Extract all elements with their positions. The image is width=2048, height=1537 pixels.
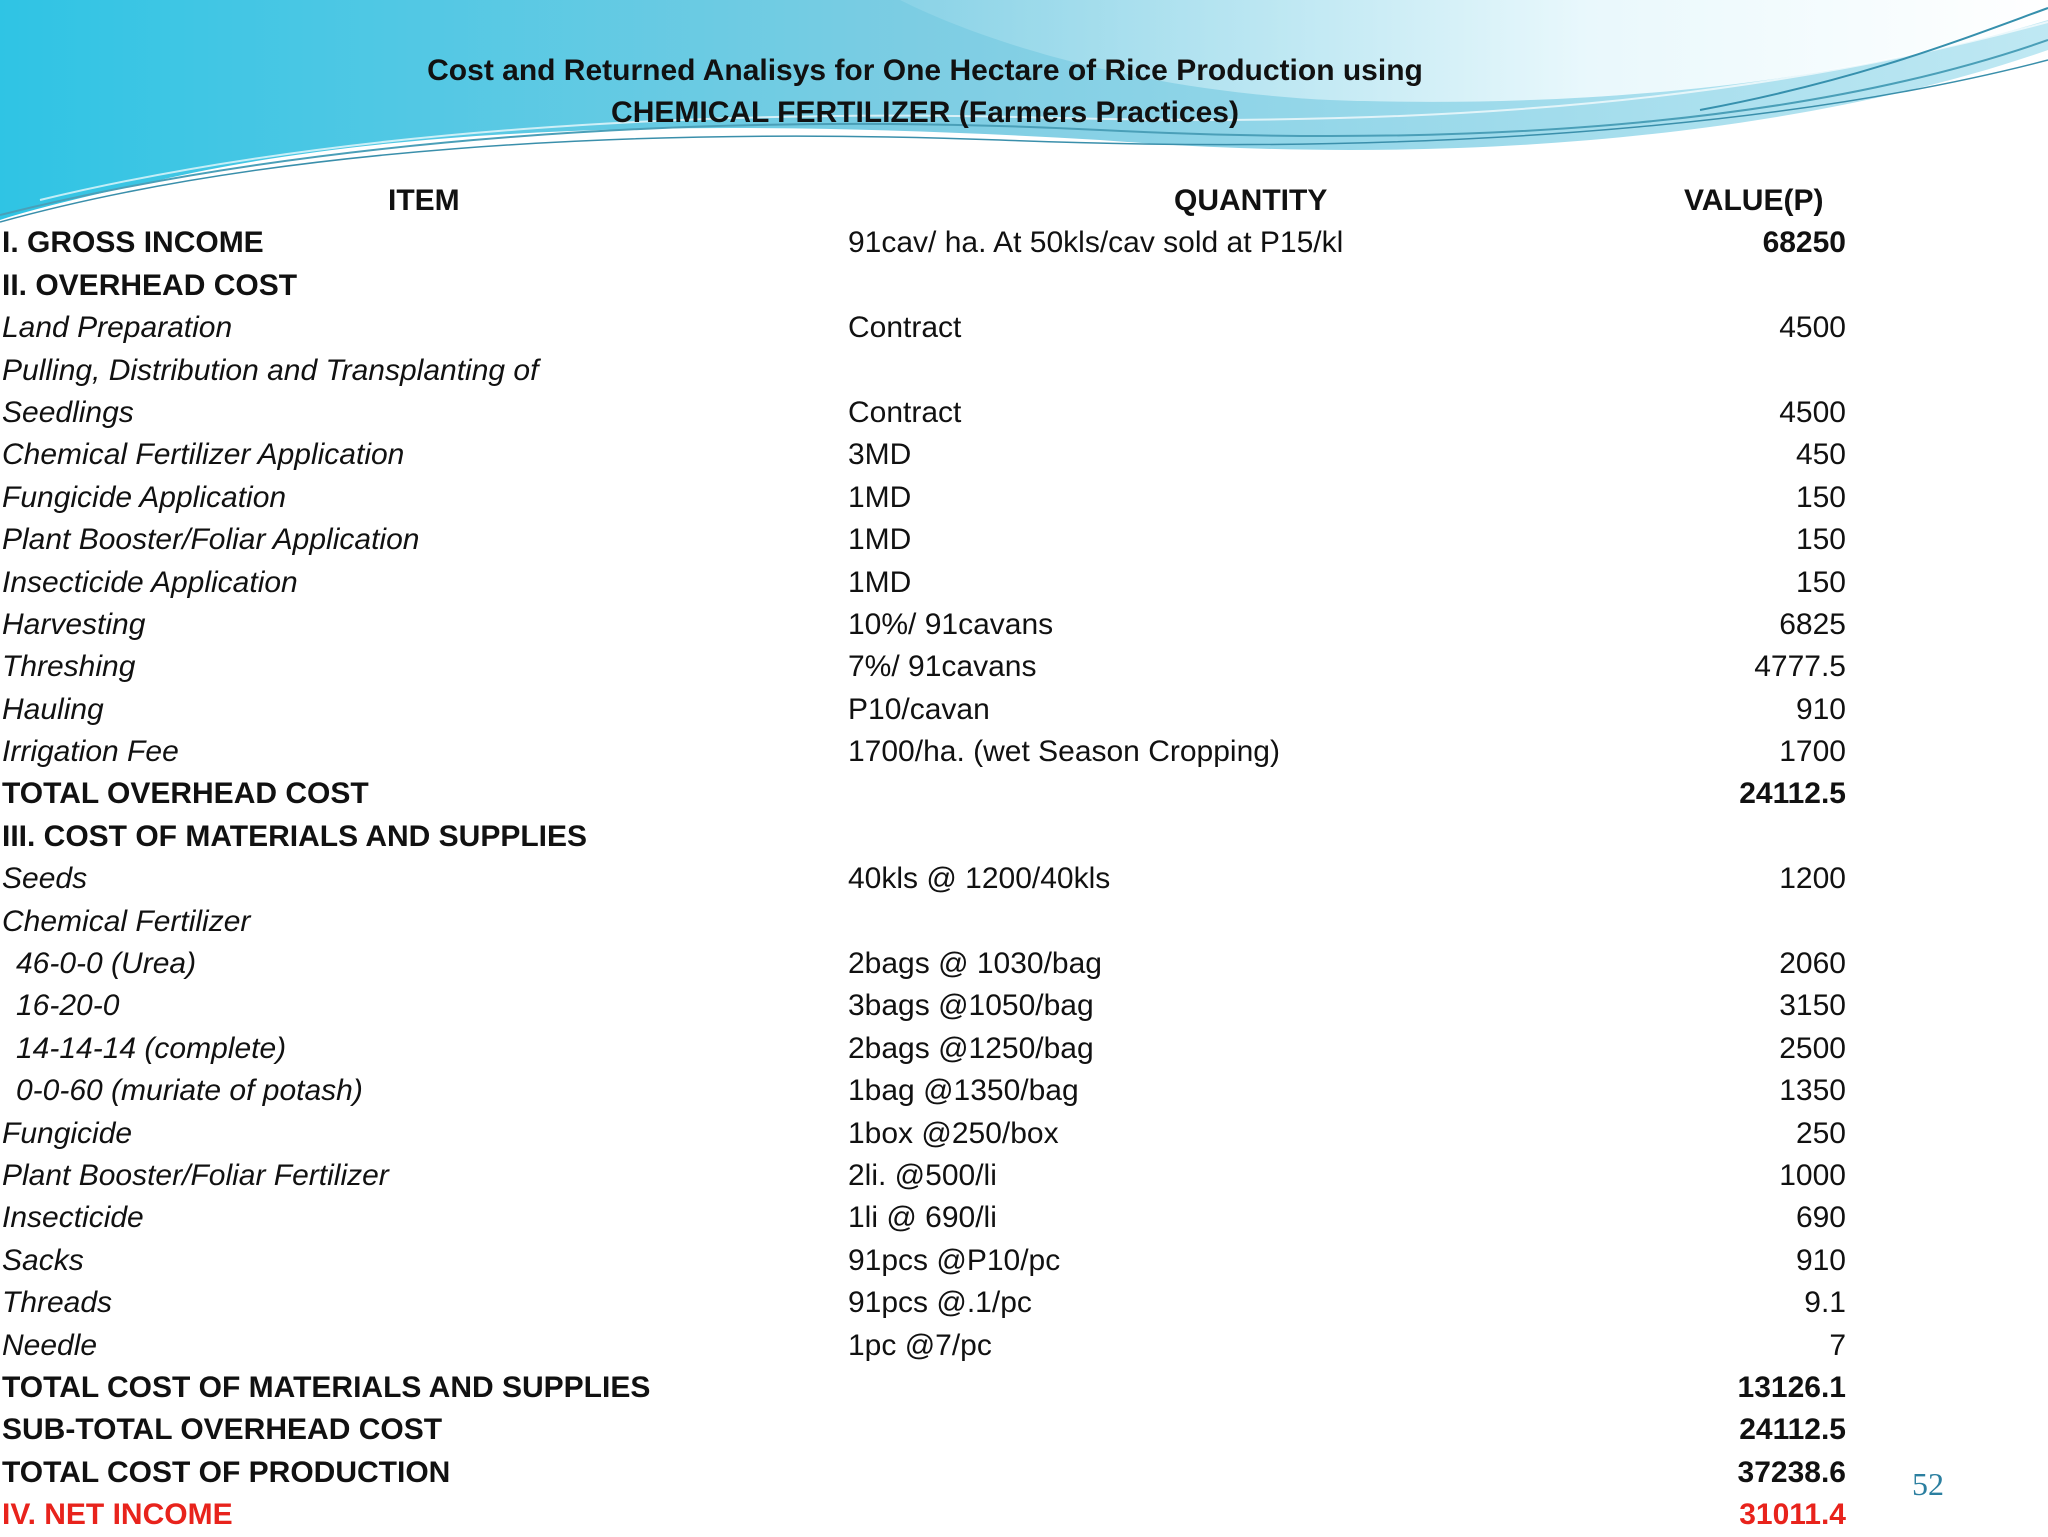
table-row (2, 265, 1852, 307)
quantity-cell: 91pcs @P10/pc (848, 1243, 1061, 1277)
table-row (2, 1282, 1852, 1324)
item-cell: Insecticide (2, 1201, 144, 1235)
value-cell: 910 (1795, 1243, 1846, 1277)
quantity-cell: 2bags @1250/bag (848, 1031, 1094, 1065)
table-row (2, 1325, 1852, 1367)
table-row (2, 773, 1852, 815)
header-quantity: QUANTITY (1174, 184, 1328, 217)
quantity-cell: 1pc @7/pc (848, 1328, 992, 1362)
value-cell: 250 (1795, 1116, 1846, 1150)
quantity-cell: 1MD (848, 565, 912, 599)
value-cell: 7 (1829, 1328, 1846, 1362)
table-row (2, 1028, 1852, 1070)
title-line-2: CHEMICAL FERTILIZER (Farmers Practices) (611, 96, 1239, 129)
value-cell: 3150 (1779, 989, 1846, 1023)
table-row (2, 1155, 1852, 1197)
value-cell: 150 (1795, 480, 1846, 514)
value-cell: 9.1 (1804, 1286, 1846, 1320)
item-cell: Seeds (2, 862, 88, 896)
item-cell: Pulling, Distribution and Transplanting of (2, 353, 539, 387)
quantity-cell: Contract (848, 311, 962, 345)
table-row (2, 222, 1852, 264)
value-cell: 910 (1795, 692, 1846, 726)
quantity-cell: 10%/ 91cavans (848, 607, 1054, 641)
value-cell: 1200 (1779, 862, 1846, 896)
header-item: ITEM (388, 184, 460, 217)
table-row (2, 689, 1852, 731)
table-row (2, 307, 1852, 349)
table-row (2, 646, 1852, 688)
value-cell: 1700 (1779, 735, 1846, 769)
value-cell: 2500 (1779, 1031, 1846, 1065)
item-cell: Chemical Fertilizer (2, 904, 251, 938)
item-cell: Seedlings (2, 395, 134, 429)
table-row (2, 858, 1852, 900)
item-cell: Plant Booster/Foliar Fertilizer (2, 1158, 389, 1192)
quantity-cell: 7%/ 91cavans (848, 650, 1037, 684)
table-row (2, 562, 1852, 604)
quantity-cell: 3bags @1050/bag (848, 989, 1094, 1023)
table-row (2, 943, 1852, 985)
quantity-cell: 2bags @ 1030/bag (848, 947, 1102, 981)
item-cell: Threshing (2, 650, 136, 684)
table-row (2, 434, 1852, 476)
table-row (2, 985, 1852, 1027)
value-cell: 150 (1795, 523, 1846, 557)
item-cell: Plant Booster/Foliar Application (2, 523, 420, 557)
item-cell: Insecticide Application (2, 565, 298, 599)
table-row (2, 604, 1852, 646)
item-cell: Sacks (2, 1243, 84, 1277)
item-cell: Irrigation Fee (2, 735, 179, 769)
net-income-row (2, 1494, 1852, 1536)
table-row (2, 477, 1852, 519)
value-cell: 24112.5 (1739, 1413, 1846, 1447)
item-cell: I. GROSS INCOME (2, 226, 264, 260)
item-cell: 14-14-14 (complete) (16, 1031, 287, 1065)
item-cell: Harvesting (2, 607, 146, 641)
item-cell: 46-0-0 (Urea) (16, 947, 197, 981)
table-row (2, 1113, 1852, 1155)
table-row (2, 1452, 1852, 1494)
table-row (2, 392, 1852, 434)
item-cell: Land Preparation (2, 311, 233, 345)
item-cell: TOTAL COST OF MATERIALS AND SUPPLIES (2, 1370, 651, 1404)
value-cell: 1000 (1779, 1158, 1846, 1192)
table-row (2, 1240, 1852, 1282)
header-value: VALUE(P) (1684, 184, 1824, 217)
item-cell: Needle (2, 1328, 98, 1362)
value-cell: 4777.5 (1754, 650, 1846, 684)
item-cell: Chemical Fertilizer Application (2, 438, 405, 472)
quantity-cell: 91pcs @.1/pc (848, 1286, 1032, 1320)
value-cell: 31011.4 (1739, 1498, 1846, 1532)
page-number: 52 (1912, 1466, 1944, 1502)
quantity-cell: 1MD (848, 523, 912, 557)
item-cell: 16-20-0 (16, 989, 120, 1023)
item-cell: IV. NET INCOME (2, 1498, 233, 1532)
quantity-cell: 1700/ha. (wet Season Cropping) (848, 735, 1280, 769)
table-row (2, 901, 1852, 943)
table-row (2, 731, 1852, 773)
cost-table (2, 180, 1852, 1537)
slide-title (0, 50, 1850, 134)
table-row (2, 1409, 1852, 1451)
item-cell: Hauling (2, 692, 104, 726)
item-cell: 0-0-60 (muriate of potash) (16, 1074, 363, 1108)
title-line-1: Cost and Returned Analisys for One Hectare of Rice Production using (427, 54, 1423, 87)
value-cell: 2060 (1779, 947, 1846, 981)
table-row (2, 1367, 1852, 1409)
quantity-cell: 1box @250/box (848, 1116, 1059, 1150)
table-row (2, 1070, 1852, 1112)
value-cell: 24112.5 (1739, 777, 1846, 811)
quantity-cell: 40kls @ 1200/40kls (848, 862, 1111, 896)
table-row (2, 350, 1852, 392)
value-cell: 1350 (1779, 1074, 1846, 1108)
value-cell: 450 (1795, 438, 1846, 472)
value-cell: 4500 (1779, 311, 1846, 345)
quantity-cell: 2li. @500/li (848, 1158, 997, 1192)
item-cell: III. COST OF MATERIALS AND SUPPLIES (2, 819, 588, 853)
table-row (2, 519, 1852, 561)
quantity-cell: 1li @ 690/li (848, 1201, 997, 1235)
item-cell: Fungicide (2, 1116, 133, 1150)
value-cell: 13126.1 (1737, 1370, 1846, 1404)
value-cell: 690 (1795, 1201, 1846, 1235)
item-cell: TOTAL COST OF PRODUCTION (2, 1455, 451, 1489)
value-cell: 6825 (1779, 607, 1846, 641)
value-cell: 150 (1795, 565, 1846, 599)
item-cell: SUB-TOTAL OVERHEAD COST (2, 1413, 443, 1447)
item-cell: Threads (2, 1286, 113, 1320)
table-header (2, 180, 1852, 222)
quantity-cell: 1MD (848, 480, 912, 514)
value-cell: 4500 (1779, 395, 1846, 429)
quantity-cell: 91cav/ ha. At 50kls/cav sold at P15/kl (848, 226, 1344, 260)
table-row (2, 1197, 1852, 1239)
value-cell: 37238.6 (1737, 1455, 1846, 1489)
quantity-cell: Contract (848, 395, 962, 429)
quantity-cell: P10/cavan (848, 692, 990, 726)
quantity-cell: 1bag @1350/bag (848, 1074, 1079, 1108)
value-cell: 68250 (1762, 226, 1846, 260)
item-cell: II. OVERHEAD COST (2, 268, 298, 302)
item-cell: Fungicide Application (2, 480, 287, 514)
table-row (2, 816, 1852, 858)
quantity-cell: 3MD (848, 438, 912, 472)
item-cell: TOTAL OVERHEAD COST (2, 777, 369, 811)
